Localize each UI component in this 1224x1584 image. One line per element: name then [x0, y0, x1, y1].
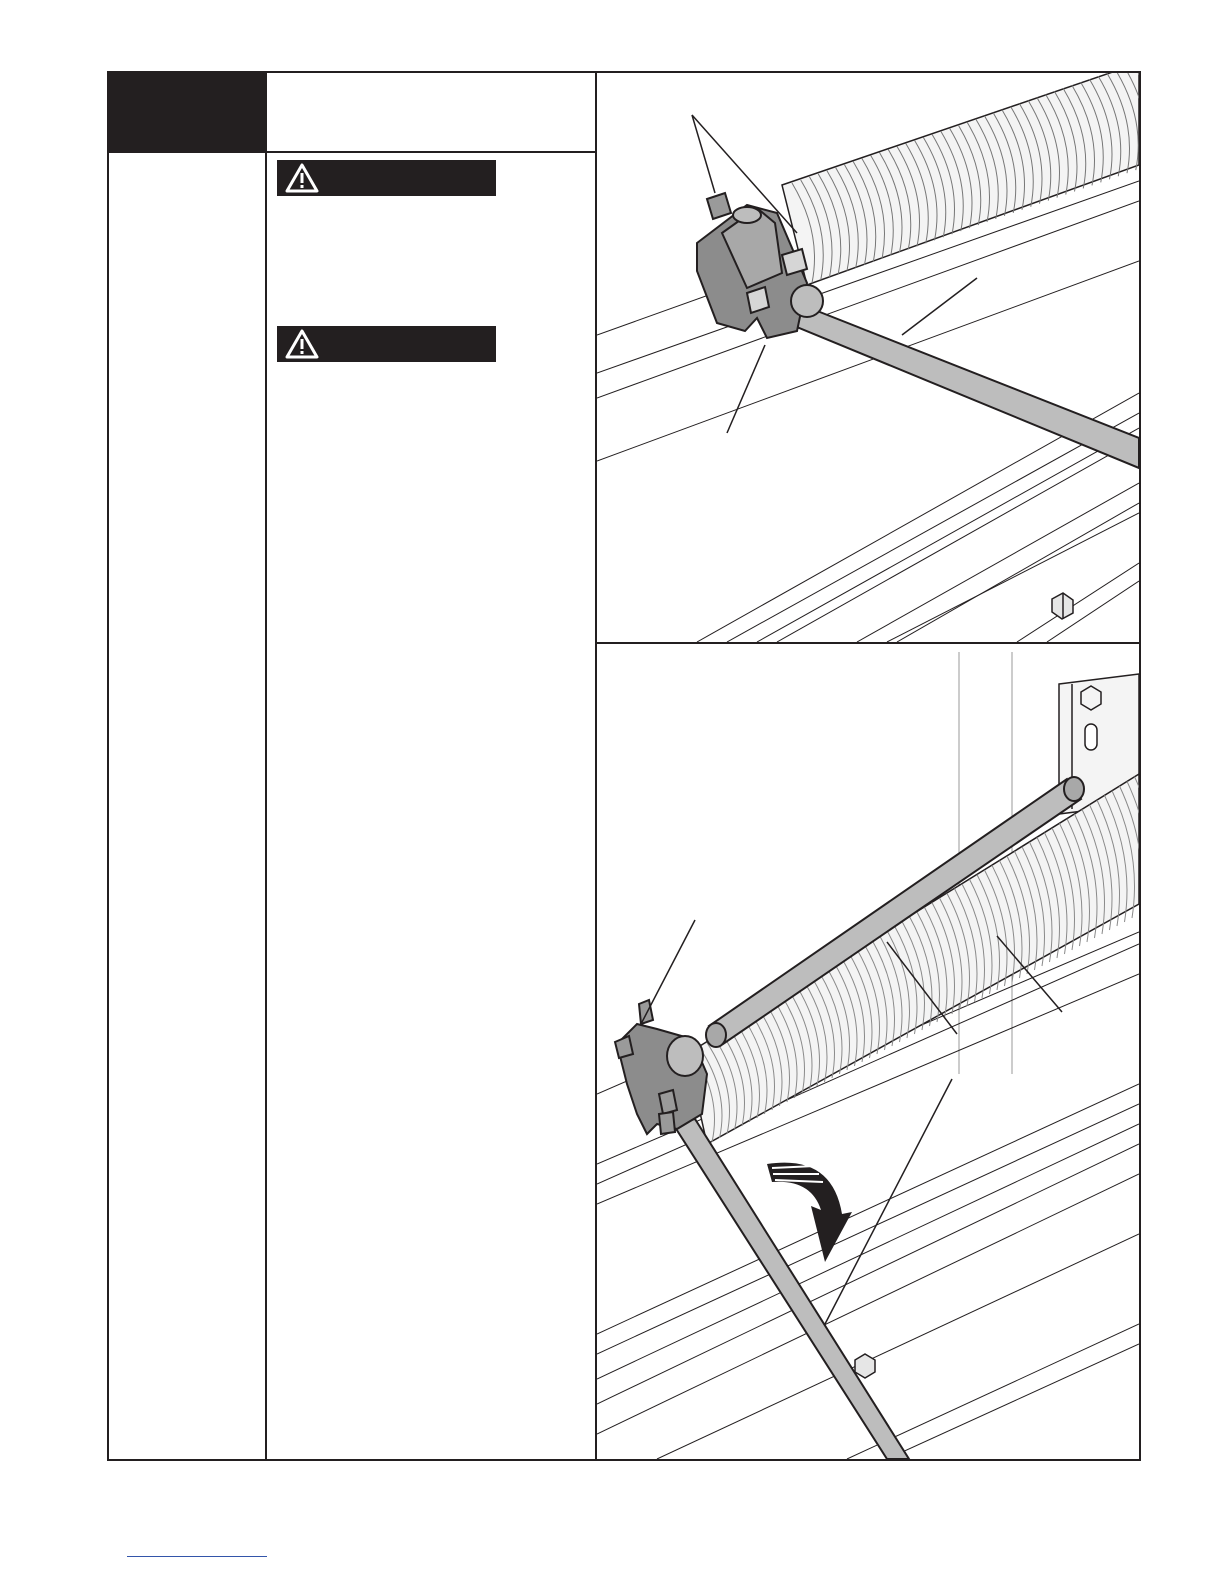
- warning-triangle-icon: [285, 329, 319, 359]
- warning-banner-2: [277, 326, 496, 362]
- footer-link-underline: [127, 1556, 267, 1557]
- warning-triangle-icon: [285, 163, 319, 193]
- torsion-spring-bottom: [687, 774, 1139, 1144]
- figure-top: [597, 73, 1139, 642]
- figure-bottom-illustration: [597, 644, 1139, 1459]
- instruction-frame: [107, 71, 1141, 1461]
- warning-banner-1: [277, 160, 496, 196]
- bracket-bolt-top: [1052, 593, 1073, 619]
- bracket-bolt-bottom: [855, 1354, 875, 1378]
- torsion-spring-top: [782, 73, 1139, 285]
- step-number-block: [109, 73, 266, 151]
- rotation-arrow-icon: [767, 1163, 852, 1262]
- winding-cone-bottom: [615, 1000, 707, 1134]
- header-divider: [109, 151, 595, 153]
- winding-bar-top: [792, 303, 1139, 468]
- figure-bottom: [597, 644, 1139, 1459]
- figure-top-illustration: [597, 73, 1139, 642]
- left-column-divider: [265, 73, 267, 1459]
